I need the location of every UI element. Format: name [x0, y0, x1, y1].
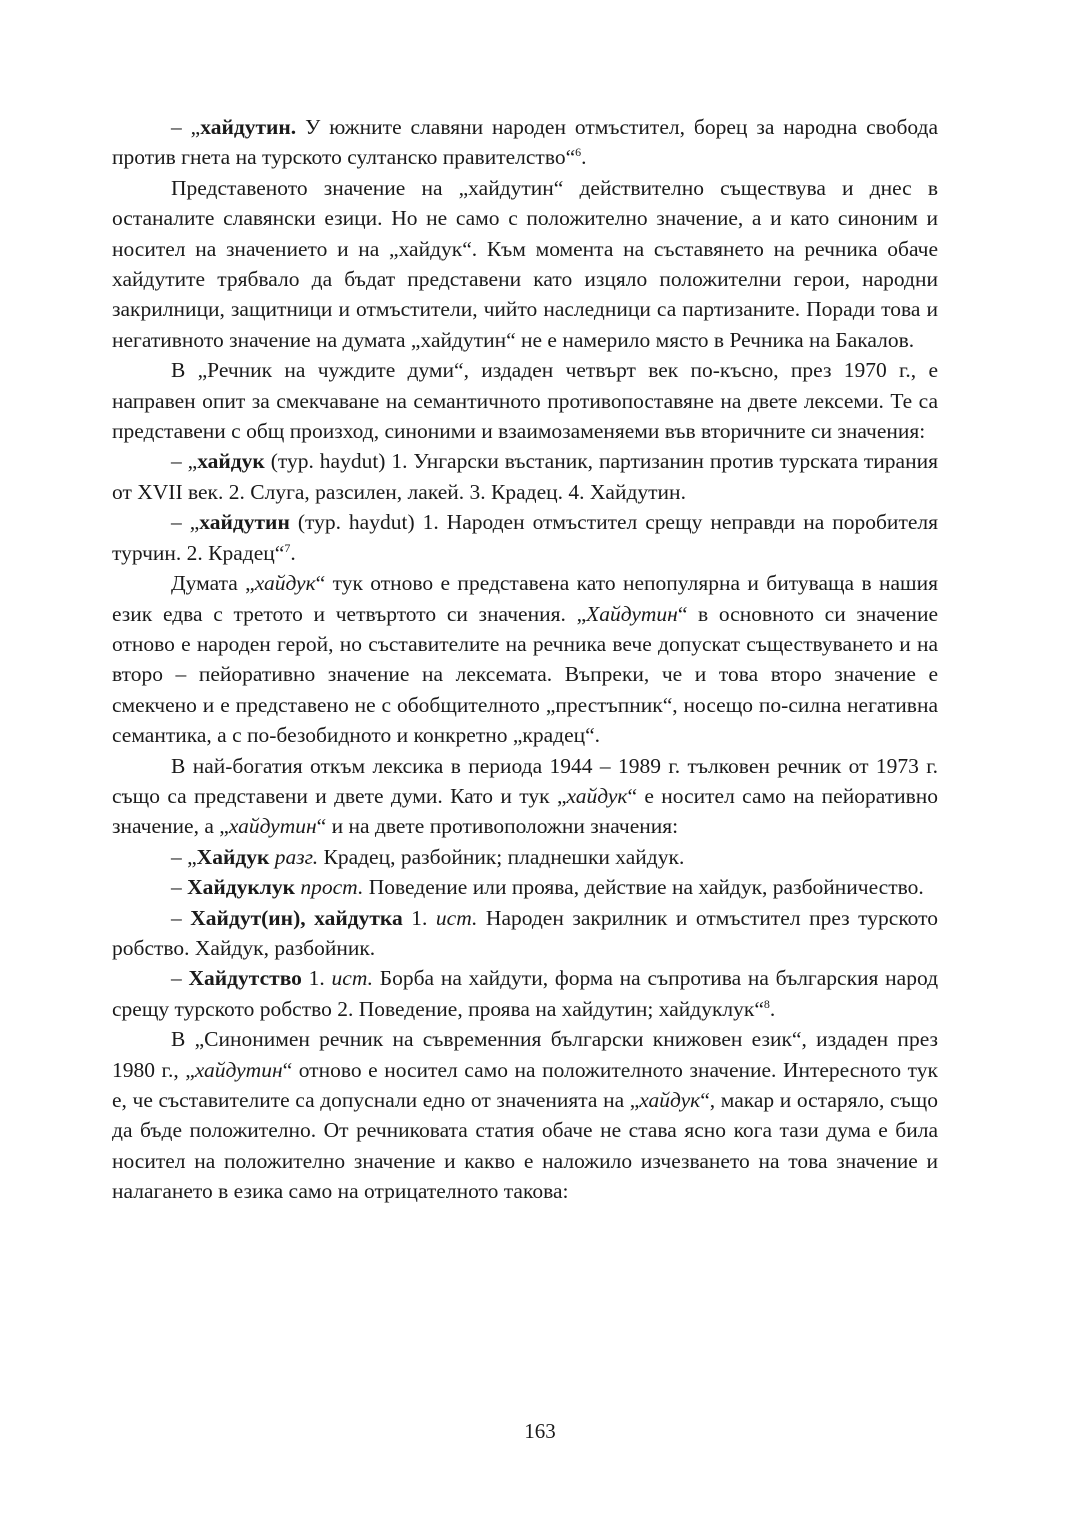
text-segment: . [290, 540, 296, 565]
italic-term: хайдутин [194, 1057, 283, 1082]
paragraph-12 [112, 1024, 938, 1206]
paragraph-2 [112, 173, 938, 355]
text-segment: У южните славяни народен отмъстител, борец за народна свобода против гнета на турското султанско правителство“ [112, 115, 938, 170]
paragraph-5 [112, 507, 938, 568]
text-segment: 1. [301, 966, 332, 991]
text-segment: – [171, 966, 189, 991]
paragraph-6 [112, 568, 938, 750]
italic-term: Хайдутин [586, 601, 678, 626]
italic-label: ист. [435, 905, 478, 930]
italic-label: прост. [300, 875, 364, 900]
paragraph-3 [112, 355, 938, 446]
italic-label: разг. [274, 844, 319, 869]
italic-label: ист. [331, 966, 374, 991]
text-segment: Представеното значение на „хайдутин“ действително съществува и днес в останалите славянски езици. Но не само с положително значение, а и като синоним и носител на значението и на „хайдук“. Към момента на съставянето на речника обаче хайдутите трябвало да бъдат представени като изцяло положителни герои, народни закрилници, защитници и отмъстители, чийто наследници са партизаните. Поради това и негативното значение на думата „хайдутин“ не е намерило място в Речника на Бакалов. [112, 175, 938, 352]
entry-headword: Хайдук [196, 844, 270, 869]
entry-headword: Хайдутство [188, 966, 302, 991]
paragraph-8 [112, 842, 938, 872]
text-segment: “ в основното си значение отново е народен герой, но съставителите на речника вече допускат съществуването и на второ – пейоративно значение на лексемата. Въпреки, че и това второ значение е смекчено и е представено не с обобщителното „престъпник“, носещо по-силна негативна семантика, а с по-безобидното и конкретно „крадец“. [112, 601, 938, 748]
paragraph-10 [112, 903, 938, 964]
entry-headword: хайдутин [199, 510, 290, 535]
text-segment: Народен закрилник и отмъстител през турското робство. Хайдук, разбойник. [112, 905, 938, 960]
footnote-ref[interactable]: 7 [284, 540, 291, 555]
paragraph-1 [112, 112, 938, 173]
text-segment: (тур. haydut) 1. Унгарски въстаник, партизанин против турската тирания от XVII век. 2. Слуга, разсилен, лакей. 3. Крадец. 4. Хайдутин. [112, 449, 938, 504]
text-segment: 1. [402, 905, 436, 930]
text-segment: “ е носител само на пейоративно значение, а „ [112, 783, 938, 839]
entry-headword: хайдутин. [200, 115, 297, 139]
text-segment: – „ [171, 844, 197, 869]
italic-term: хайдук [254, 571, 316, 596]
text-segment: “, макар и остаряло, също да бъде положително. От речниковата статия обаче не става ясно кога тази дума е била носител на положително значение и какво е наложило изчезването на това значение и налагането в езика само на отрицателното такова: [112, 1088, 938, 1204]
text-segment: В най-богатия откъм лексика в периода 1944 – 1989 г. тълковен речник от 1973 г. също са представени и двете думи. Като и тук „ [112, 753, 938, 808]
entry-headword: Хайдут(ин), хайдутка [190, 905, 403, 930]
text-segment: “ отново е носител само на положителното значение. Интересното тук е, че съставителите са допуснали едно от значенията на „ [112, 1057, 938, 1112]
page-number: 163 [524, 1419, 556, 1443]
italic-term: хайдук [639, 1088, 701, 1112]
text-segment: . [769, 996, 776, 1021]
text-segment: В „Речник на чуждите думи“, издаден четвърт век по-късно, през 1970 г., е направен опит за смекчаване на семантичното противопоставяне на двете лексеми. Те са представени с общ произход, синоними и взаимозаменяеми във вторичните си значения: [112, 358, 938, 444]
italic-term: хайдук [566, 783, 628, 808]
text-segment: Крадец, разбойник; пладнешки хайдук. [318, 844, 685, 869]
text-segment: “ и на двете противоположни значения: [316, 814, 679, 839]
text-segment: – „ [171, 115, 201, 139]
text-segment: “ тук отново е представена като непопулярна и битуваща в нашия език едва с третото и четвъртото си значения. „ [112, 571, 938, 626]
text-segment: – „ [171, 449, 198, 474]
text-segment: – [171, 875, 188, 900]
paragraph-7 [112, 751, 938, 842]
italic-term: хайдутин [228, 814, 317, 839]
text-segment: . [581, 145, 587, 170]
page-body [112, 112, 938, 1207]
paragraph-9 [112, 872, 938, 902]
footnote-ref[interactable]: 6 [575, 145, 582, 160]
paragraph-11 [112, 963, 938, 1024]
text-segment: В „Синонимен речник на съвременния български книжовен език“, издаден през 1980 г., „ [112, 1027, 938, 1082]
text-segment: Борба на хайдути, форма на съпротива на българския народ срещу турското робство 2. Поведение, проява на хайдутин; хайдуклук“ [112, 966, 939, 1021]
text-segment: (тур. haydut) 1. Народен отмъстител срещу неправди на поробителя турчин. 2. Крадец“ [112, 510, 938, 565]
paragraph-4 [112, 446, 938, 507]
text-segment: Поведение или проява, действие на хайдук, разбойничество. [363, 875, 924, 900]
entry-headword: хайдук [197, 449, 265, 474]
text-segment: – „ [171, 510, 200, 535]
text-segment: – [171, 905, 191, 930]
footnote-ref[interactable]: 8 [763, 996, 770, 1011]
text-segment: Думата „ [171, 571, 255, 596]
entry-headword: Хайдуклук [187, 875, 296, 900]
